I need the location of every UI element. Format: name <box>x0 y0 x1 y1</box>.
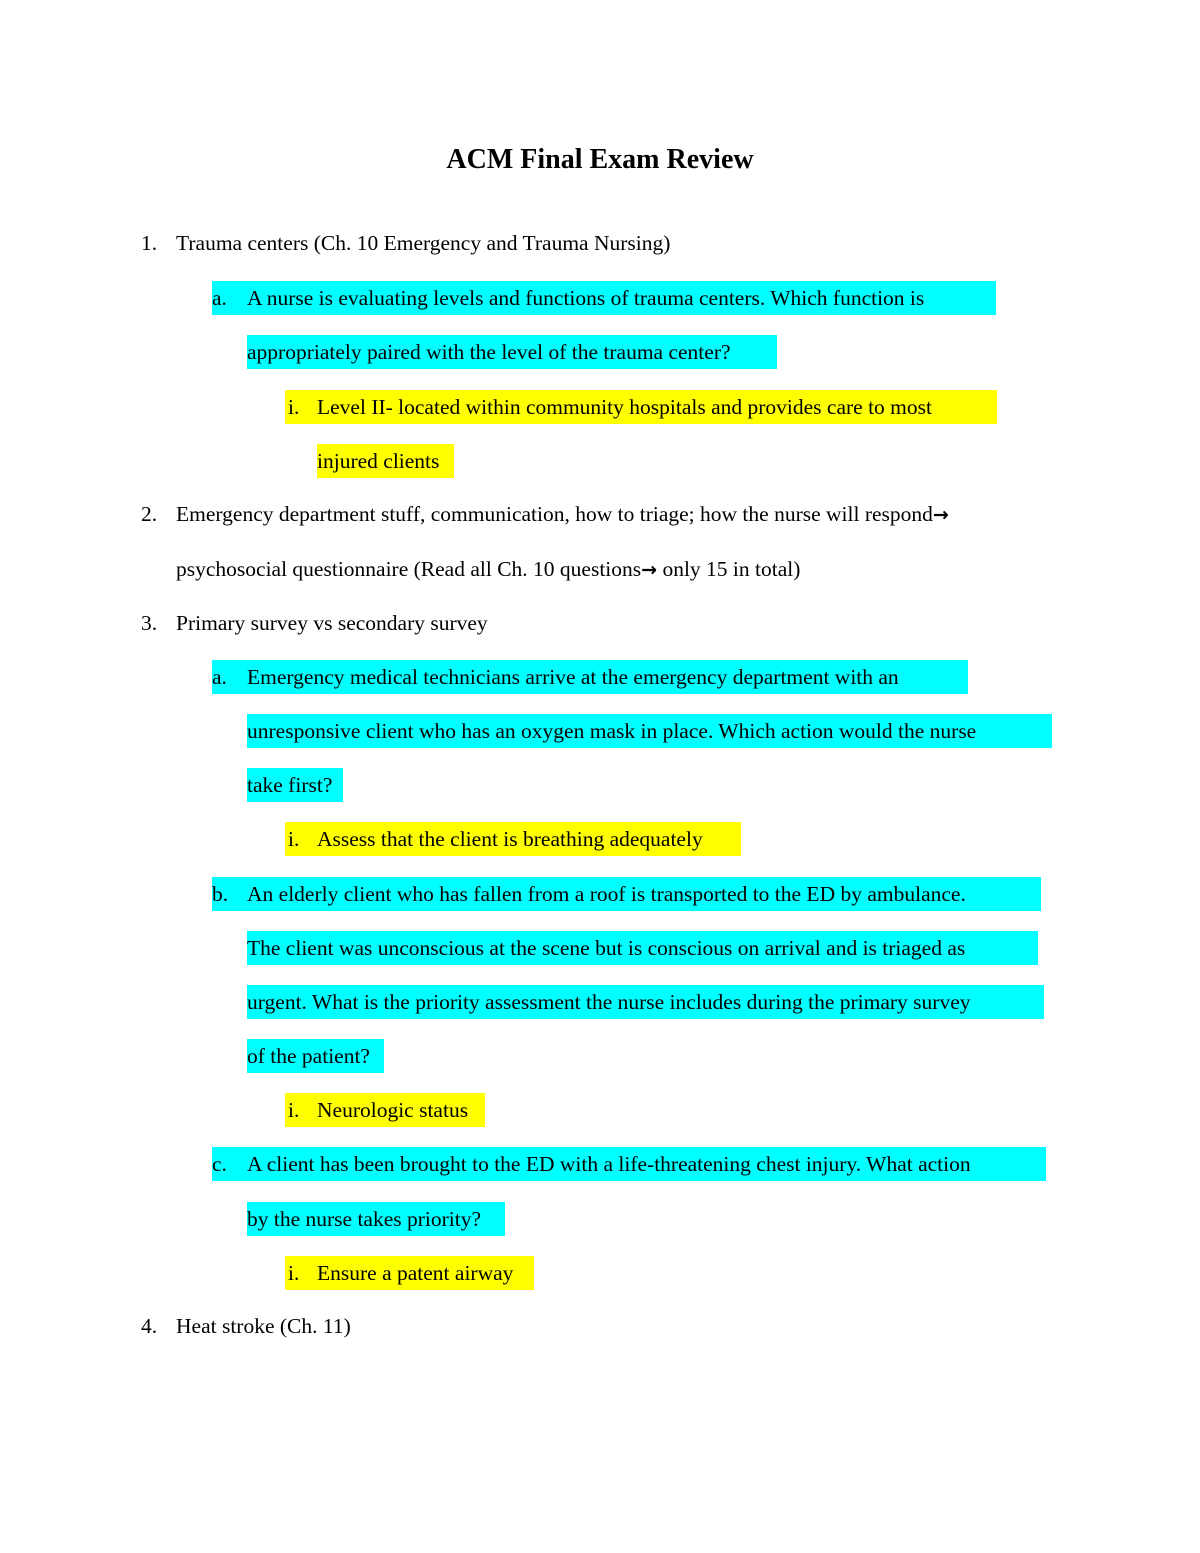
answer-text: Ensure a patent airway <box>317 1261 514 1285</box>
answer-text: injured clients <box>317 449 440 473</box>
question-marker: b. <box>212 882 229 906</box>
question-text: by the nurse takes priority? <box>247 1207 482 1231</box>
arrow-icon: → <box>641 559 658 581</box>
question-marker: a. <box>212 665 227 689</box>
question-text: take first? <box>247 773 333 797</box>
answer-text: Assess that the client is breathing adequately <box>317 827 703 851</box>
question-text: A nurse is evaluating levels and functions of trauma centers. Which function is <box>247 286 925 310</box>
question-text: urgent. What is the priority assessment the nurse includes during the primary survey <box>247 990 971 1014</box>
item-text: Emergency department stuff, communication, how to triage; how the nurse will respond→ <box>176 502 949 526</box>
question-text: The client was unconscious at the scene but is conscious on arrival and is triaged as <box>247 936 966 960</box>
item-text: Trauma centers (Ch. 10 Emergency and Trauma Nursing) <box>176 231 671 255</box>
item-number: 2. <box>141 502 158 526</box>
answer-text: Neurologic status <box>317 1098 469 1122</box>
item-text: psychosocial questionnaire (Read all Ch. 10 questions <box>176 557 642 581</box>
question-text: An elderly client who has fallen from a roof is transported to the ED by ambulance. <box>247 882 966 906</box>
item-number: 3. <box>141 611 158 635</box>
question-text: appropriately paired with the level of the trauma center? <box>247 340 731 364</box>
arrow-icon: → <box>932 504 949 526</box>
answer-text: Level II- located within community hospitals and provides care to most <box>317 395 932 419</box>
item-number: 4. <box>141 1314 158 1338</box>
item-number: 1. <box>141 231 158 255</box>
question-text: unresponsive client who has an oxygen mask in place. Which action would the nurse <box>247 719 977 743</box>
question-text: Emergency medical technicians arrive at the emergency department with an <box>247 665 899 689</box>
question-marker: a. <box>212 286 227 310</box>
question-marker: c. <box>212 1152 227 1176</box>
answer-marker: i. <box>288 827 300 851</box>
item-text: Primary survey vs secondary survey <box>176 611 488 635</box>
document-title: ACM Final Exam Review <box>446 144 754 175</box>
question-text: A client has been brought to the ED with a life-threatening chest injury. What action <box>247 1152 971 1176</box>
item-text: only 15 in total) <box>657 557 801 581</box>
list-item-continuation <box>176 552 800 587</box>
question-text: of the patient? <box>247 1044 370 1068</box>
answer-marker: i. <box>288 1261 300 1285</box>
answer-marker: i. <box>288 395 300 419</box>
answer-marker: i. <box>288 1098 300 1122</box>
item-text: Heat stroke (Ch. 11) <box>176 1314 351 1338</box>
